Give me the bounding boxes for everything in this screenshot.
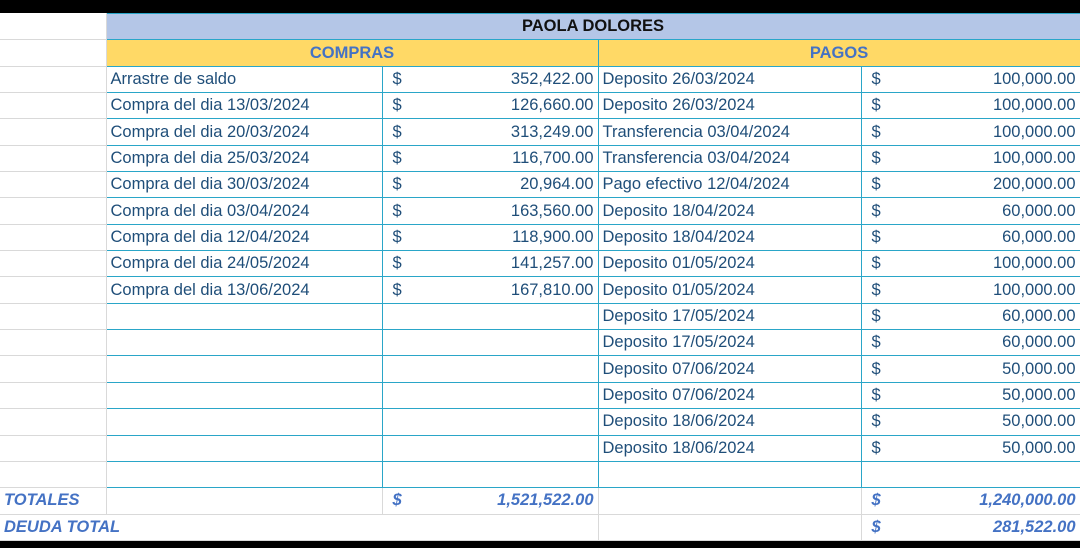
compra-monto-value: 126,660.00: [510, 96, 594, 115]
totales-label[interactable]: TOTALES: [0, 488, 106, 514]
pago-concepto[interactable]: Deposito 18/06/2024: [598, 409, 861, 435]
currency-symbol: $: [392, 201, 402, 220]
compra-concepto[interactable]: Compra del dia 13/06/2024: [106, 277, 382, 303]
cell[interactable]: [0, 14, 106, 40]
compra-concepto[interactable]: Compra del dia 25/03/2024: [106, 145, 382, 171]
compra-monto-value: 163,560.00: [510, 201, 594, 220]
table-row: [0, 435, 1080, 461]
currency-symbol: $: [392, 254, 402, 273]
currency-symbol: $: [392, 96, 402, 115]
compra-concepto[interactable]: [106, 356, 382, 382]
table-row: [0, 172, 1080, 198]
compra-monto[interactable]: [382, 435, 598, 461]
currency-symbol: $: [392, 491, 402, 510]
compra-concepto[interactable]: [106, 382, 382, 408]
pago-concepto[interactable]: Deposito 18/04/2024: [598, 198, 861, 224]
compra-monto[interactable]: [382, 119, 598, 145]
total-pagos[interactable]: [861, 488, 1080, 514]
cell[interactable]: [598, 514, 861, 540]
row-label-cell[interactable]: [0, 330, 106, 356]
compra-monto[interactable]: [382, 277, 598, 303]
row-label-cell[interactable]: [0, 461, 106, 487]
table-row: [0, 198, 1080, 224]
cell[interactable]: [382, 514, 598, 540]
compra-concepto[interactable]: Compra del dia 20/03/2024: [106, 119, 382, 145]
table-row: [0, 382, 1080, 408]
currency-symbol: $: [392, 227, 402, 246]
pago-monto[interactable]: [861, 119, 1080, 145]
total-compras[interactable]: [382, 488, 598, 514]
pago-monto[interactable]: [861, 382, 1080, 408]
deuda-total-value: 281,522.00: [992, 517, 1076, 536]
pago-concepto[interactable]: Deposito 17/05/2024: [598, 303, 861, 329]
deuda-label[interactable]: DEUDA TOTAL: [0, 514, 382, 540]
pago-monto-value: 100,000.00: [992, 96, 1076, 115]
deuda-row: [0, 514, 1080, 540]
currency-symbol: $: [871, 254, 881, 273]
table-row: [0, 145, 1080, 171]
pago-monto-value: 200,000.00: [992, 175, 1076, 194]
pago-monto[interactable]: [861, 66, 1080, 92]
table-row: [0, 224, 1080, 250]
pago-monto[interactable]: [861, 93, 1080, 119]
table-row: [0, 461, 1080, 487]
pago-monto-value: 60,000.00: [1002, 333, 1076, 352]
row-label-cell[interactable]: [0, 172, 106, 198]
compra-monto-value: 352,422.00: [510, 69, 594, 88]
pago-concepto[interactable]: Transferencia 03/04/2024: [598, 145, 861, 171]
pago-monto-value: 100,000.00: [992, 122, 1076, 141]
compra-concepto[interactable]: Compra del dia 24/05/2024: [106, 251, 382, 277]
spreadsheet: [0, 13, 1080, 540]
pago-monto[interactable]: [861, 303, 1080, 329]
compra-concepto[interactable]: [106, 435, 382, 461]
pago-monto-value: 50,000.00: [1002, 438, 1076, 457]
currency-symbol: $: [392, 69, 402, 88]
currency-symbol: $: [871, 517, 881, 536]
currency-symbol: $: [871, 122, 881, 141]
pago-concepto[interactable]: Deposito 18/06/2024: [598, 435, 861, 461]
pago-monto[interactable]: [861, 461, 1080, 487]
pago-monto-value: 100,000.00: [992, 148, 1076, 167]
compras-header[interactable]: COMPRAS: [106, 40, 598, 66]
compra-monto[interactable]: [382, 409, 598, 435]
pago-monto-value: 50,000.00: [1002, 359, 1076, 378]
pago-monto-value: 50,000.00: [1002, 412, 1076, 431]
table-row: [0, 409, 1080, 435]
table-row: [0, 303, 1080, 329]
row-label-cell[interactable]: [0, 66, 106, 92]
table-row: [0, 66, 1080, 92]
currency-symbol: $: [871, 306, 881, 325]
pago-monto[interactable]: [861, 435, 1080, 461]
currency-symbol: $: [871, 96, 881, 115]
table-row: [0, 119, 1080, 145]
table-row: [0, 277, 1080, 303]
compra-monto[interactable]: [382, 224, 598, 250]
cell[interactable]: [0, 40, 106, 66]
compra-concepto[interactable]: Compra del dia 03/04/2024: [106, 198, 382, 224]
compra-concepto[interactable]: [106, 303, 382, 329]
compra-monto[interactable]: [382, 330, 598, 356]
row-label-cell[interactable]: [0, 303, 106, 329]
pago-monto[interactable]: [861, 172, 1080, 198]
compra-monto-value: 118,900.00: [512, 227, 594, 246]
currency-symbol: $: [871, 491, 881, 510]
table-row: [0, 356, 1080, 382]
pago-monto-value: 60,000.00: [1002, 306, 1076, 325]
row-label-cell[interactable]: [0, 145, 106, 171]
cell[interactable]: [598, 488, 861, 514]
compra-monto[interactable]: [382, 93, 598, 119]
pago-concepto[interactable]: Deposito 18/04/2024: [598, 224, 861, 250]
compra-concepto[interactable]: Compra del dia 13/03/2024: [106, 93, 382, 119]
compra-monto-value: 116,700.00: [512, 148, 594, 167]
total-compras-value: 1,521,522.00: [497, 491, 594, 510]
total-pagos-value: 1,240,000.00: [979, 491, 1076, 510]
pagos-header[interactable]: PAGOS: [598, 40, 1080, 66]
pago-monto-value: 100,000.00: [992, 280, 1076, 299]
row-label-cell[interactable]: [0, 435, 106, 461]
currency-symbol: $: [871, 175, 881, 194]
compra-monto-value: 141,257.00: [510, 254, 594, 273]
sheet-title[interactable]: PAOLA DOLORES: [106, 14, 1080, 40]
row-label-cell[interactable]: [0, 409, 106, 435]
pago-concepto[interactable]: Deposito 01/05/2024: [598, 277, 861, 303]
pago-monto[interactable]: [861, 277, 1080, 303]
compra-monto[interactable]: [382, 172, 598, 198]
pago-monto[interactable]: [861, 409, 1080, 435]
pago-monto[interactable]: [861, 330, 1080, 356]
pago-concepto[interactable]: Deposito 07/06/2024: [598, 356, 861, 382]
pago-monto-value: 100,000.00: [992, 69, 1076, 88]
compra-monto-value: 20,964.00: [520, 175, 594, 194]
currency-symbol: $: [392, 280, 402, 299]
compra-monto-value: 167,810.00: [510, 280, 594, 299]
compra-concepto[interactable]: Compra del dia 12/04/2024: [106, 224, 382, 250]
currency-symbol: $: [871, 438, 881, 457]
pago-concepto[interactable]: Deposito 07/06/2024: [598, 382, 861, 408]
compra-monto[interactable]: [382, 198, 598, 224]
row-label-cell[interactable]: [0, 224, 106, 250]
totales-row: [0, 488, 1080, 514]
table-row: [0, 330, 1080, 356]
row-label-cell[interactable]: [0, 277, 106, 303]
compra-concepto[interactable]: Compra del dia 30/03/2024: [106, 172, 382, 198]
compra-monto[interactable]: [382, 66, 598, 92]
currency-symbol: $: [871, 280, 881, 299]
pago-monto-value: 60,000.00: [1002, 227, 1076, 246]
pago-concepto[interactable]: Pago efectivo 12/04/2024: [598, 172, 861, 198]
pago-concepto[interactable]: Deposito 26/03/2024: [598, 66, 861, 92]
compra-monto[interactable]: [382, 382, 598, 408]
row-label-cell[interactable]: [0, 93, 106, 119]
ledger-table: [0, 13, 1080, 541]
row-label-cell[interactable]: [0, 119, 106, 145]
compra-concepto[interactable]: Arrastre de saldo: [106, 66, 382, 92]
row-label-cell[interactable]: [0, 382, 106, 408]
currency-symbol: $: [392, 148, 402, 167]
pago-concepto[interactable]: [598, 461, 861, 487]
pago-monto-value: 50,000.00: [1002, 385, 1076, 404]
compra-concepto[interactable]: [106, 409, 382, 435]
row-label-cell[interactable]: [0, 356, 106, 382]
deuda-total[interactable]: [861, 514, 1080, 540]
pago-concepto[interactable]: Transferencia 03/04/2024: [598, 119, 861, 145]
pago-concepto[interactable]: Deposito 26/03/2024: [598, 93, 861, 119]
title-row: [0, 14, 1080, 40]
compra-monto[interactable]: [382, 303, 598, 329]
pago-monto-value: 100,000.00: [992, 254, 1076, 273]
currency-symbol: $: [871, 412, 881, 431]
currency-symbol: $: [871, 148, 881, 167]
currency-symbol: $: [871, 385, 881, 404]
compra-monto[interactable]: [382, 461, 598, 487]
currency-symbol: $: [871, 201, 881, 220]
pago-monto[interactable]: [861, 224, 1080, 250]
header-row: [0, 40, 1080, 66]
compra-concepto[interactable]: [106, 461, 382, 487]
currency-symbol: $: [871, 333, 881, 352]
pago-concepto[interactable]: Deposito 17/05/2024: [598, 330, 861, 356]
pago-monto-value: 60,000.00: [1002, 201, 1076, 220]
compra-monto[interactable]: [382, 251, 598, 277]
pago-monto[interactable]: [861, 198, 1080, 224]
currency-symbol: $: [392, 122, 402, 141]
currency-symbol: $: [392, 175, 402, 194]
pago-monto[interactable]: [861, 145, 1080, 171]
currency-symbol: $: [871, 227, 881, 246]
currency-symbol: $: [871, 359, 881, 378]
pago-monto[interactable]: [861, 356, 1080, 382]
table-row: [0, 251, 1080, 277]
compra-monto[interactable]: [382, 356, 598, 382]
row-label-cell[interactable]: [0, 251, 106, 277]
currency-symbol: $: [871, 69, 881, 88]
cell[interactable]: [106, 488, 382, 514]
compra-concepto[interactable]: [106, 330, 382, 356]
row-label-cell[interactable]: [0, 198, 106, 224]
table-row: [0, 93, 1080, 119]
compra-monto-value: 313,249.00: [510, 122, 594, 141]
pago-concepto[interactable]: Deposito 01/05/2024: [598, 251, 861, 277]
pago-monto[interactable]: [861, 251, 1080, 277]
compra-monto[interactable]: [382, 145, 598, 171]
